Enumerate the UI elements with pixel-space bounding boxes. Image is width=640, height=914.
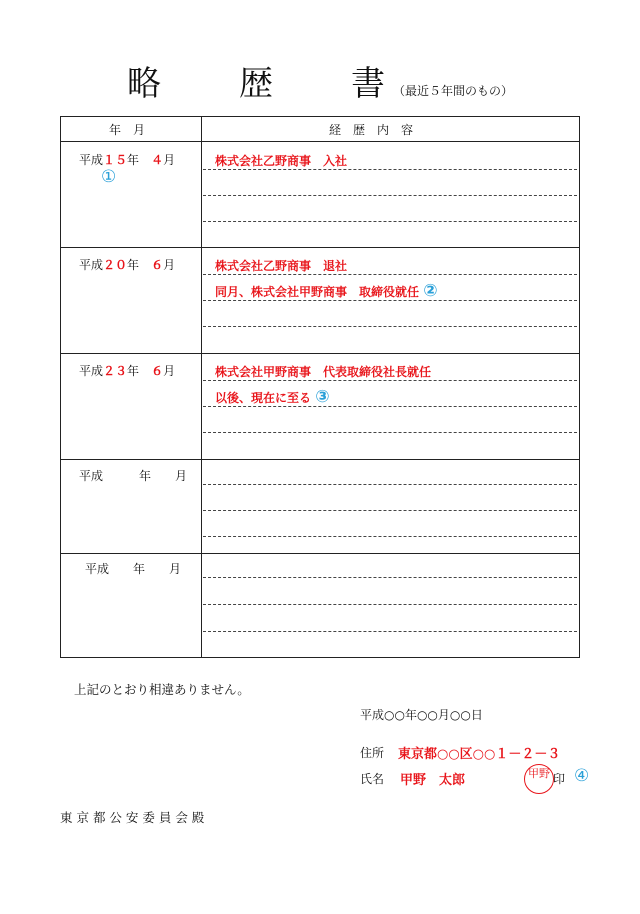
title-text: 略 歴 書 <box>126 64 407 104</box>
entry-line: 以後、現在に至る ③ <box>215 387 330 407</box>
dashed-line <box>203 274 577 275</box>
seal-label: 印 <box>553 772 566 786</box>
row-date: 平成２３年 ６月 <box>79 364 176 378</box>
name-label: 氏名 <box>360 772 385 786</box>
dashed-line <box>203 536 577 537</box>
marker-2: ② <box>423 281 438 301</box>
row-date: 平成２０年 ６月 <box>79 258 176 272</box>
dashed-line <box>203 631 577 632</box>
career-table <box>60 116 580 658</box>
entry-line: 株式会社乙野商事 入社 <box>215 154 348 168</box>
document-date: 平成○○年○○月○○日 <box>360 708 483 722</box>
document-title <box>0 56 640 105</box>
entry-line: 株式会社乙野商事 退社 <box>215 259 348 273</box>
header-date: 年 月 <box>109 123 146 137</box>
dashed-line <box>203 577 577 578</box>
row-divider <box>61 459 579 460</box>
dashed-line <box>203 432 577 433</box>
header-divider <box>61 141 579 142</box>
dashed-line <box>203 406 577 407</box>
marker-3: ③ <box>315 387 330 407</box>
address-value: 東京都○○区○○１－２－３ <box>398 747 561 762</box>
entry-line: 株式会社甲野商事 代表取締役社長就任 <box>215 365 432 379</box>
dashed-line <box>203 195 577 196</box>
recipient: 東 京 都 公 安 委 員 会 殿 <box>60 810 205 825</box>
row-divider <box>61 247 579 248</box>
row-date: 平成１５年 ４月 <box>79 153 176 167</box>
title-subtitle: （最近５年間のもの） <box>392 84 513 98</box>
row-divider <box>61 353 579 354</box>
dashed-line <box>203 221 577 222</box>
dashed-line <box>203 510 577 511</box>
dashed-line <box>203 326 577 327</box>
seal-stamp: 甲野 <box>524 764 554 794</box>
dashed-line <box>203 169 577 170</box>
header-content: 経 歴 内 容 <box>329 123 414 137</box>
marker-1: ① <box>101 167 117 187</box>
dashed-line <box>203 484 577 485</box>
entry-line: 同月、株式会社甲野商事 取締役就任 ② <box>215 281 438 301</box>
row-date: 平成 年 月 <box>85 562 182 576</box>
dashed-line <box>203 300 577 301</box>
address-label: 住所 <box>360 746 385 760</box>
row-date: 平成 年 月 <box>79 469 188 483</box>
dashed-line <box>203 604 577 605</box>
column-divider <box>201 117 202 657</box>
name-value: 甲野 太郎 <box>400 773 466 788</box>
row-divider <box>61 553 579 554</box>
marker-4: ④ <box>574 766 590 786</box>
dashed-line <box>203 380 577 381</box>
confirmation-statement: 上記のとおり相違ありません。 <box>74 682 250 697</box>
